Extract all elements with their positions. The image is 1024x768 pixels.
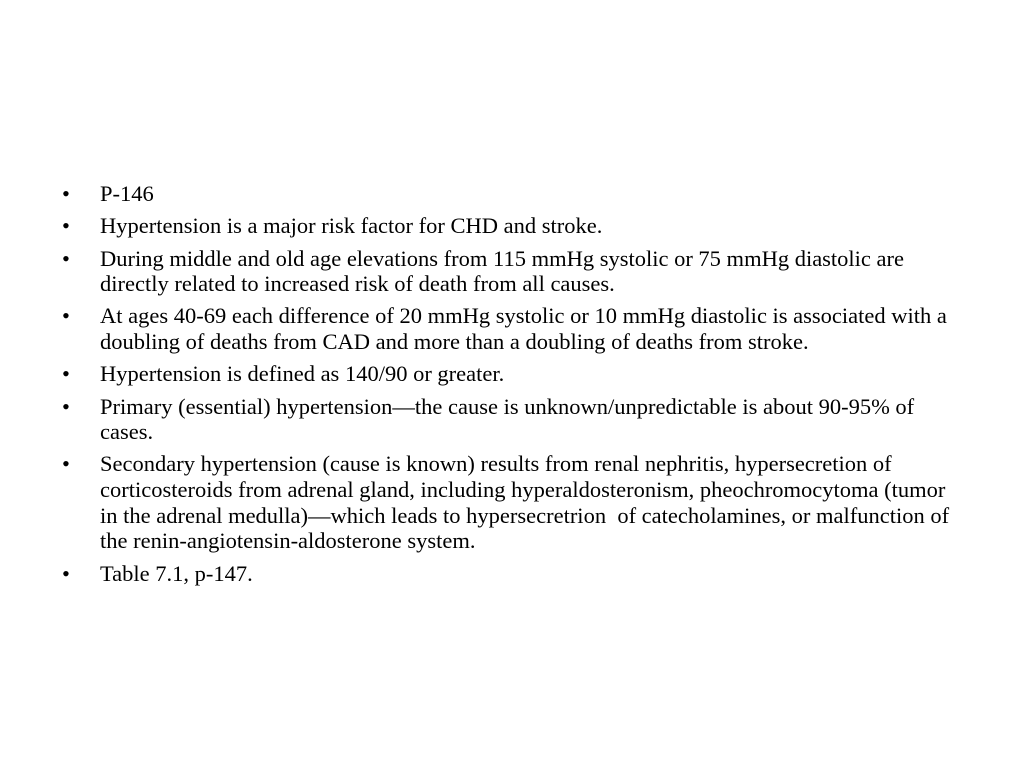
bullet-text: At ages 40-69 each difference of 20 mmHg systolic or 10 mmHg diastolic is associated with a doubling of deaths from CAD and more than a doubling of deaths from stroke.	[100, 303, 953, 355]
bullet-item	[62, 303, 962, 354]
bullet-icon: •	[62, 361, 70, 387]
bullet-icon: •	[62, 181, 70, 206]
bullet-text: Primary (essential) hypertension—the cause is unknown/unpredictable is about 90-95% of cases.	[100, 393, 920, 445]
bullet-item	[62, 361, 962, 387]
bullet-item	[62, 213, 962, 239]
bullet-text: Hypertension is defined as 140/90 or greater.	[100, 361, 505, 387]
bullet-icon: •	[62, 303, 70, 329]
bullet-item	[62, 181, 962, 207]
bullet-item	[62, 394, 962, 445]
bullet-text: During middle and old age elevations from 115 mmHg systolic or 75 mmHg diastolic are directly related to increased risk of death from all causes.	[100, 245, 910, 297]
bullet-list	[62, 181, 962, 593]
bullet-icon: •	[62, 245, 70, 271]
bullet-text: P-146	[100, 181, 154, 206]
bullet-icon: •	[62, 393, 70, 419]
bullet-text: Hypertension is a major risk factor for CHD and stroke.	[100, 213, 603, 239]
bullet-item	[62, 451, 962, 553]
bullet-icon: •	[62, 451, 70, 477]
bullet-icon: •	[62, 213, 70, 239]
bullet-text: Secondary hypertension (cause is known) results from renal nephritis, hypersecretion of corticosteroids from adrenal gland, including hyperaldosteronism, pheochromocytoma (tumor in the adrenal medulla)—which leads to hypersecretrion of catecholamines, or malfunction of the renin-angiotensin-aldosterone system.	[100, 451, 955, 554]
bullet-text: Table 7.1, p-147.	[100, 560, 253, 586]
bullet-icon: •	[62, 560, 70, 586]
bullet-item	[62, 246, 962, 297]
bullet-item	[62, 561, 962, 587]
